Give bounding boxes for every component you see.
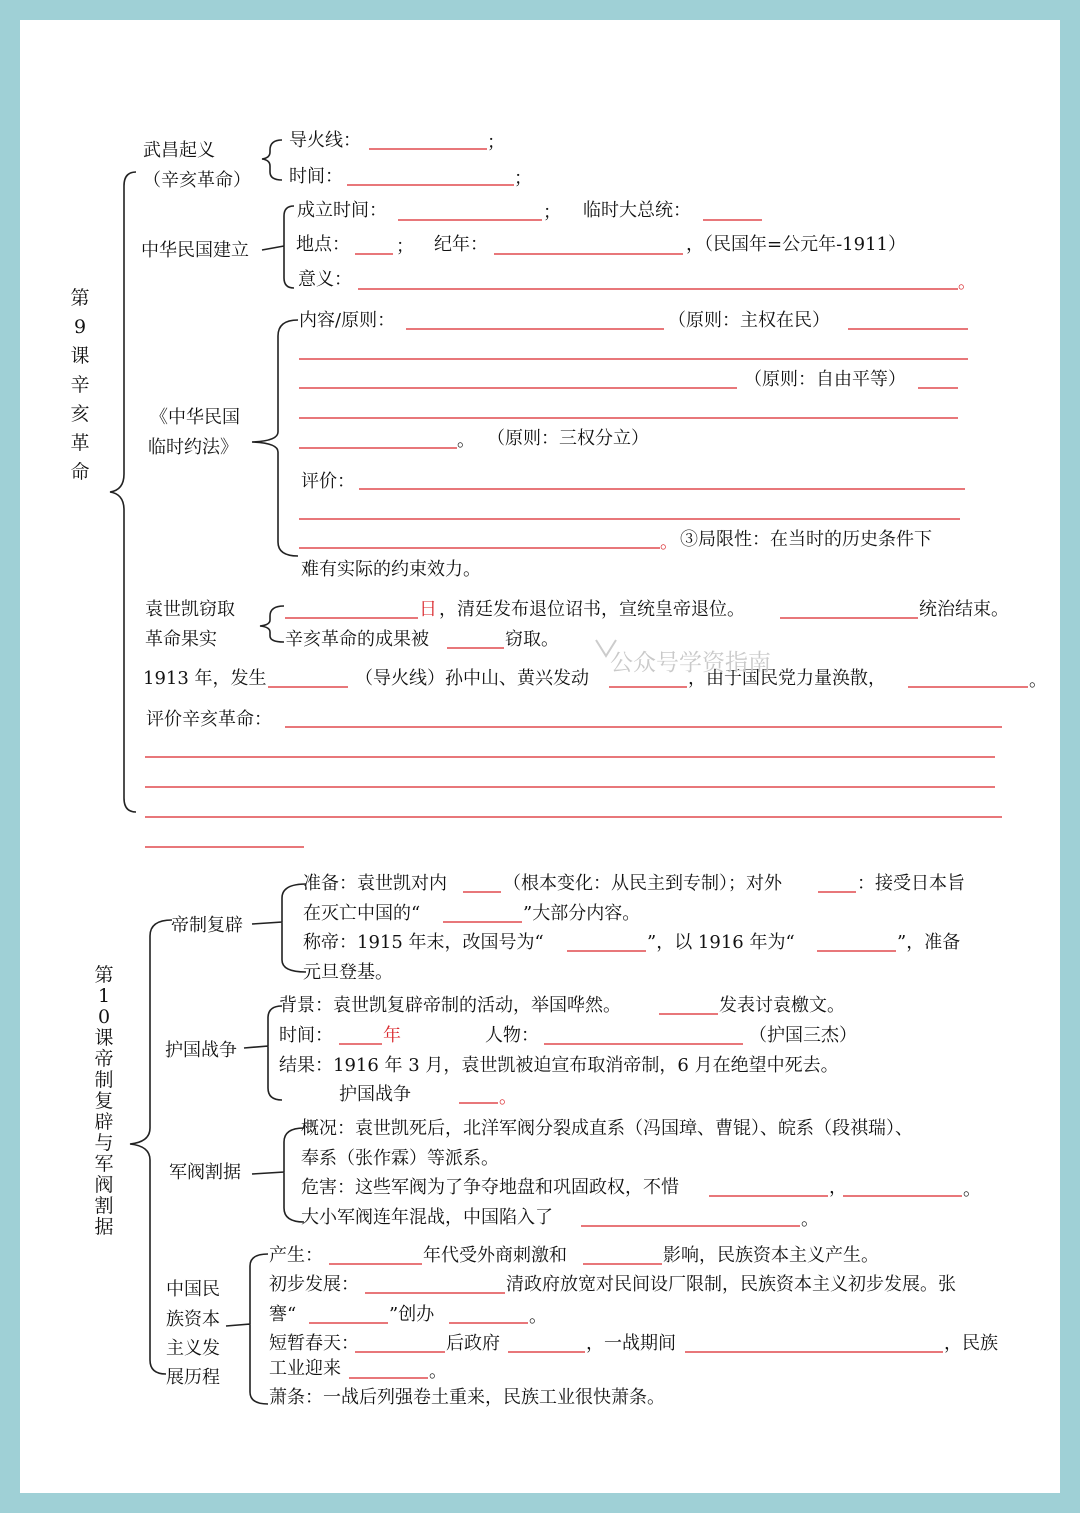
restoration-prep2-b: ”大部分内容。 [523, 903, 641, 924]
war-people: 人物： [485, 1025, 539, 1046]
restoration-emperor-2: 元旦登基。 [303, 962, 393, 983]
lesson10-title: 第10课 帝制复辟与军阀割据 [94, 964, 114, 1238]
capital-label-4: 展历程 [166, 1367, 220, 1388]
roc-meaning: 意义： [298, 269, 352, 290]
roc-era: 纪年： [434, 234, 488, 255]
yuan-label: 袁世凯窃取 [145, 599, 235, 620]
war-label: 护国战争 [165, 1040, 237, 1061]
principle-equality: （原则：自由平等） [744, 369, 906, 390]
restoration-emperor-b: ”，以 1916 年为“ [647, 932, 795, 953]
principle-separation-dot: 。 [457, 430, 475, 451]
war-result-2-end: 。 [499, 1087, 517, 1108]
restoration-prep-b: （根本变化：从民主到专制）；对外 [503, 873, 782, 894]
constitution-label-sub: 临时约法》 [148, 437, 238, 458]
yuan-stolen-end: 窃取。 [505, 629, 559, 650]
warlords-harm-b: ， [829, 1177, 847, 1198]
warlords-harm-c: 。 [963, 1179, 981, 1200]
war-background-b: 发表讨袁檄文。 [719, 995, 845, 1016]
capital-origin-c: 影响，民族资本主义产生。 [663, 1245, 879, 1266]
capital-initial-a: 初步发展： [269, 1274, 359, 1295]
war-result-2: 护国战争 [339, 1084, 411, 1105]
capital-initial2-c: 。 [529, 1306, 547, 1327]
roc-label: 中华民国建立 [141, 240, 249, 261]
warlords-overview-1: 概况：袁世凯死后，北洋军阀分裂成直系（冯国璋、曹锟）、皖系（段祺瑞）、 [301, 1118, 913, 1139]
roc-era-end: ，（民国年=公元年-1911） [686, 234, 906, 255]
yuan-stolen: 辛亥革命的成果被 [285, 629, 429, 650]
roc-meaning-end: 。 [958, 272, 976, 293]
capital-spring-d: ，民族 [944, 1333, 998, 1354]
warlords-war-a: 大小军阀连年混战，中国陷入了 [301, 1207, 553, 1228]
war-background-a: 背景：袁世凯复辟帝制的活动，举国哗然。 [279, 995, 621, 1016]
capital-spring-b: 后政府 [446, 1333, 500, 1354]
principle-separation: （原则：三权分立） [487, 428, 649, 449]
capital-spring2-a: 工业迎来 [269, 1358, 341, 1379]
capital-spring-a: 短暂春天： [269, 1333, 359, 1354]
capital-initial2-b: ”创办 [389, 1304, 435, 1325]
capital-label-2: 族资本 [166, 1309, 220, 1330]
wuchang-fuse: 导火线： [289, 130, 361, 151]
roc-founded: 成立时间： [297, 200, 387, 221]
year1913-a: 1913 年，发生 [143, 668, 267, 689]
yuan-end: 统治结束。 [919, 599, 1009, 620]
limitation-text: ③局限性：在当时的历史条件下 [680, 529, 932, 550]
year1913-d: 。 [1029, 670, 1047, 691]
restoration-emperor-a: 称帝：1915 年末，改国号为“ [303, 932, 544, 953]
watermark-text: 公众号学资指南 [610, 650, 771, 676]
year1913-c: ，由于国民党力量涣散， [688, 668, 886, 689]
capital-label-3: 主义发 [166, 1338, 220, 1359]
restoration-emperor-c: ”，准备 [897, 932, 961, 953]
roc-president: 临时大总统： [583, 200, 691, 221]
wuchang-label: 武昌起义 [143, 140, 215, 161]
year1913-b: （导火线）孙中山、黄兴发动 [355, 668, 589, 689]
capital-origin-b: 年代受外商刺激和 [423, 1245, 567, 1266]
wuchang-time-end: ； [514, 168, 532, 189]
warlords-harm-a: 危害：这些军阀为了争夺地盘和巩固政权，不惜 [301, 1177, 679, 1198]
limitation-dot: 。 [660, 532, 678, 553]
war-result: 结果：1916 年 3 月，袁世凯被迫宣布取消帝制，6 月在绝望中死去。 [279, 1055, 839, 1076]
capital-origin-a: 产生： [269, 1245, 323, 1266]
warlords-war-b: 。 [801, 1209, 819, 1230]
restoration-prep2-a: 在灭亡中国的“ [303, 903, 421, 924]
capital-spring-c: ，一战期间 [586, 1333, 676, 1354]
capital-label-1: 中国民 [166, 1279, 220, 1300]
capital-initial-b: 清政府放宽对民间设厂限制，民族资本主义初步发展。张 [506, 1274, 956, 1295]
roc-place: 地点： [296, 234, 350, 255]
warlords-label: 军阀割据 [169, 1162, 241, 1183]
roc-place-end: ； [396, 236, 414, 257]
yuan-abdication: ，清廷发布退位诏书，宣统皇帝退位。 [439, 599, 745, 620]
war-year: 年 [383, 1025, 401, 1046]
restoration-label: 帝制复辟 [171, 915, 243, 936]
principle-sovereignty: （原则：主权在民） [668, 310, 830, 331]
constitution-eval: 评价： [301, 471, 355, 492]
limitation-text-2: 难有实际的约束效力。 [301, 559, 481, 580]
wuchang-label-sub: （辛亥革命） [143, 170, 251, 191]
lesson9-title: 第9课 辛亥革命 [70, 287, 90, 483]
yuan-label-sub: 革命果实 [145, 629, 217, 650]
roc-founded-end: ； [543, 202, 561, 223]
constitution-content: 内容/原则： [299, 310, 396, 331]
war-people-end: （护国三杰） [749, 1025, 857, 1046]
yuan-day: 日 [419, 599, 437, 620]
constitution-label: 《中华民国 [150, 407, 240, 428]
evaluate-revolution: 评价辛亥革命： [146, 709, 272, 730]
capital-spring2-b: 。 [429, 1361, 447, 1382]
capital-decline: 萧条：一战后列强卷土重来，民族工业很快萧条。 [269, 1387, 665, 1408]
war-time: 时间： [279, 1025, 333, 1046]
wuchang-fuse-end: ； [487, 132, 505, 153]
warlords-overview-2: 奉系（张作霖）等派系。 [301, 1148, 499, 1169]
capital-initial2-a: 謇“ [269, 1304, 297, 1325]
wuchang-time: 时间： [289, 166, 343, 187]
restoration-prep-c: ：接受日本旨 [857, 873, 965, 894]
restoration-prep-a: 准备：袁世凯对内 [303, 873, 447, 894]
